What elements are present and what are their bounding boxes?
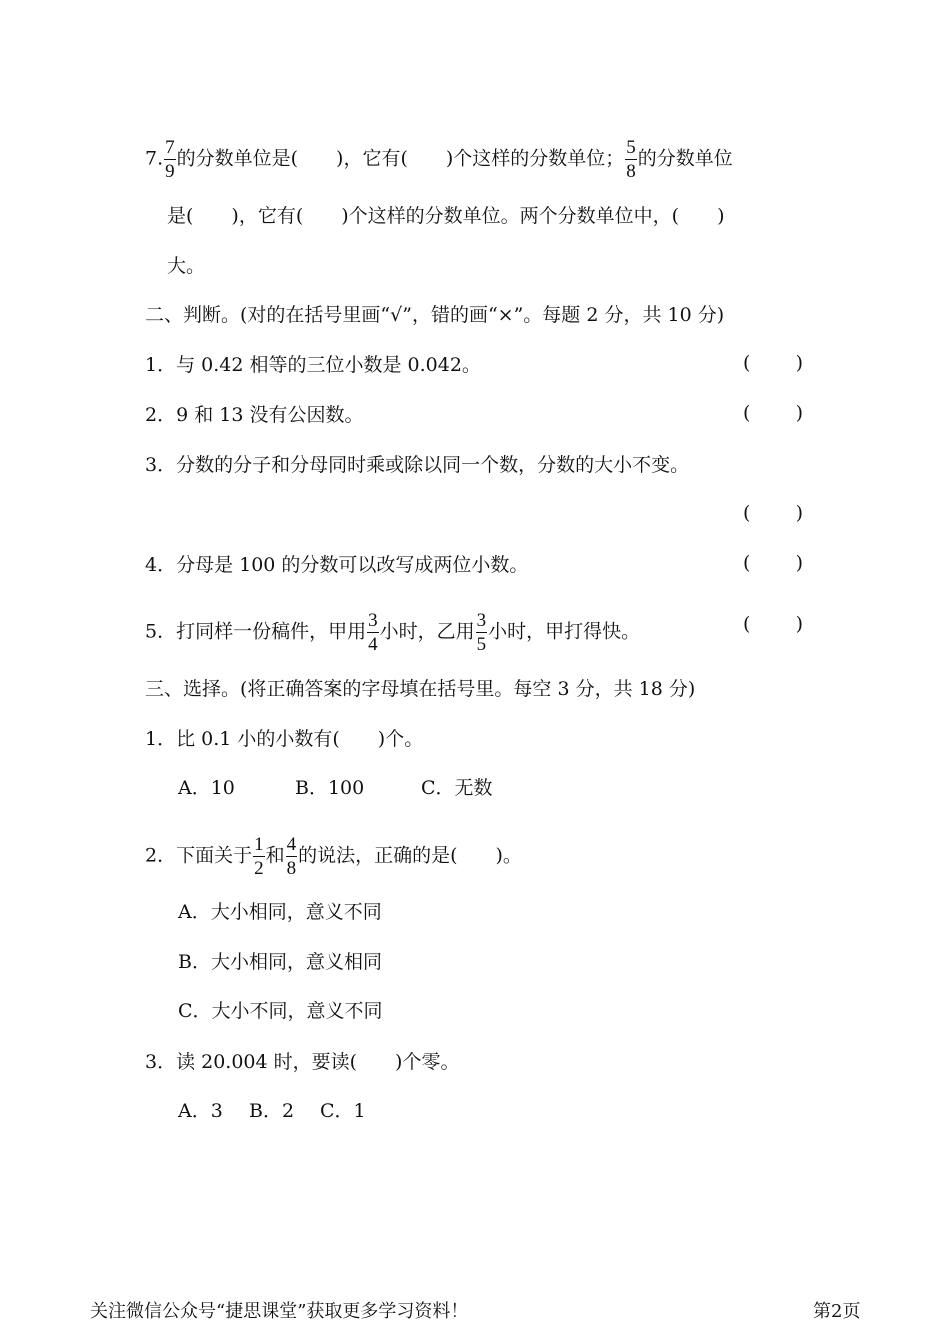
q7-number: 7. xyxy=(145,147,164,170)
choice-q1-option-b[interactable]: B．100 xyxy=(295,777,365,799)
answer-paren-4[interactable]: ( ) xyxy=(743,552,803,574)
answer-paren-5[interactable]: ( ) xyxy=(743,613,803,635)
judge-item-5: 5．打同样一份稿件，甲用 $\frac{3}{4}$ 小时，乙用 $\frac{3}{5}$ 小时，甲打得快。 xyxy=(145,610,641,655)
q7-line-2: 是( )，它有( )个这样的分数单位。两个分数单位中，( ) xyxy=(167,205,725,227)
choice-q2-option-c[interactable]: C．大小不同，意义不同 xyxy=(178,1000,383,1022)
judge-item-2: 2．9 和 13 没有公因数。 xyxy=(145,404,364,426)
q7-line-3: 大。 xyxy=(167,255,206,277)
judge-item-4: 4．分母是 100 的分数可以改写成两位小数。 xyxy=(145,554,529,576)
fraction-1-2: $\frac{1}{2}$ xyxy=(254,834,264,879)
section-2-title: 二、判断。(对的在括号里画“√”，错的画“×”。每题 2 分，共 10 分) xyxy=(145,304,725,326)
q7-line-1 xyxy=(145,138,733,181)
fraction-7-9: $\frac{7}{9}$ xyxy=(165,137,175,182)
q7-text-part1: 的分数单位是( )，它有( )个这样的分数单位； xyxy=(176,147,625,170)
choice-q1-option-c[interactable]: C．无数 xyxy=(421,777,493,799)
choice-q3-option-a[interactable]: A．3 xyxy=(178,1100,223,1122)
choice-q2-option-b[interactable]: B．大小相同，意义相同 xyxy=(178,951,382,973)
choice-q3-option-b[interactable]: B．2 xyxy=(249,1100,295,1122)
fraction-3-5: $\frac{3}{5}$ xyxy=(476,610,487,655)
answer-paren-2[interactable]: ( ) xyxy=(743,402,803,424)
fraction-3-4: $\frac{3}{4}$ xyxy=(368,610,378,655)
choice-q2: 2．下面关于 $\frac{1}{2}$ 和 $\frac{4}{8}$ 的说法，正确的是( )。 xyxy=(145,834,522,879)
choice-q1: 1．比 0.1 小的小数有( )个。 xyxy=(145,728,424,750)
fraction-5-8: $\frac{5}{8}$ xyxy=(626,137,636,182)
answer-paren-3[interactable]: ( ) xyxy=(743,502,803,524)
answer-paren-1[interactable]: ( ) xyxy=(743,352,803,374)
choice-q2-option-a[interactable]: A．大小相同，意义不同 xyxy=(178,901,382,923)
section-3-title: 三、选择。(将正确答案的字母填在括号里。每空 3 分，共 18 分) xyxy=(145,678,696,700)
choice-q1-option-a[interactable]: A．10 xyxy=(178,777,235,799)
fraction-4-8: $\frac{4}{8}$ xyxy=(286,834,297,879)
judge-item-3: 3．分数的分子和分母同时乘或除以同一个数，分数的大小不变。 xyxy=(145,454,690,476)
choice-q3-option-c[interactable]: C．1 xyxy=(320,1100,366,1122)
judge-item-1: 1．与 0.42 相等的三位小数是 0.042。 xyxy=(145,354,481,376)
choice-q3: 3．读 20.004 时，要读( )个零。 xyxy=(145,1051,460,1073)
q7-text-part2: 的分数单位 xyxy=(637,147,733,170)
page-number: 第2页 xyxy=(813,1301,861,1322)
footer-promo: 关注微信公众号“捷思课堂”获取更多学习资料！ xyxy=(90,1301,469,1322)
